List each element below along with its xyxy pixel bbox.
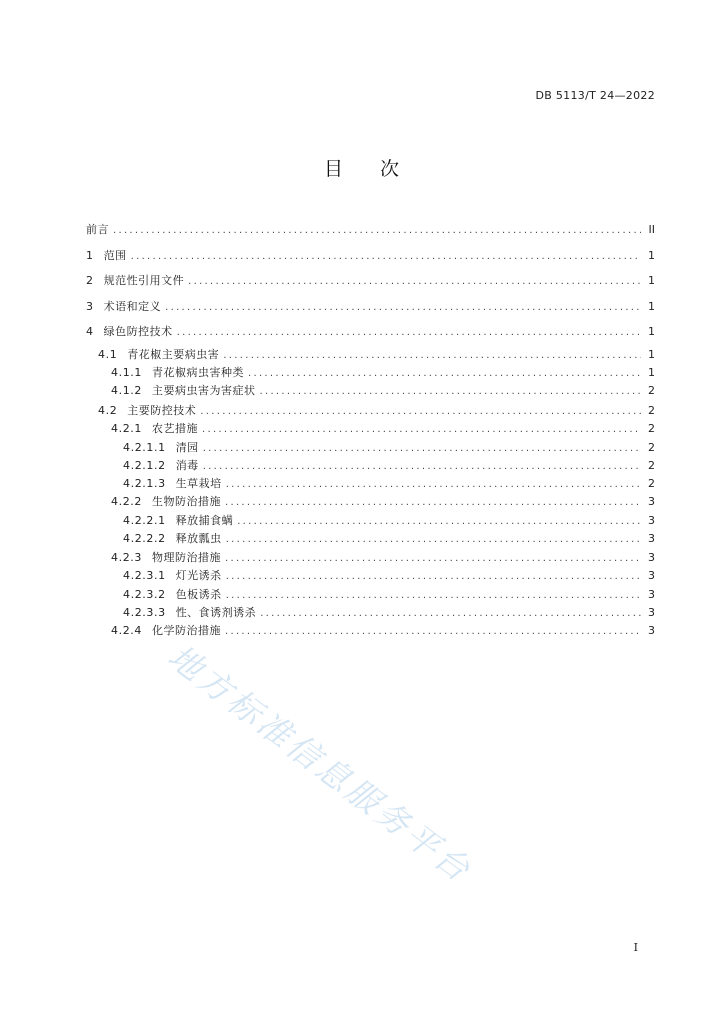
toc-entry-page: II (648, 223, 655, 236)
toc-entry[interactable] (86, 217, 655, 243)
toc-entry-page: 3 (648, 495, 655, 509)
toc-entry-label: 物理防治措施 (152, 550, 221, 564)
toc-entry-label: 性、食诱剂诱杀 (175, 606, 257, 620)
toc-leader-dots (113, 218, 641, 244)
toc-entry-number: 4.1.2 (111, 384, 142, 398)
toc-entry-number: 4.2.2.1 (123, 514, 166, 528)
toc-entry-number: 4.2.3.2 (123, 587, 166, 601)
toc-entry-number: 4.2.1.1 (123, 440, 166, 454)
toc-entry[interactable] (86, 401, 655, 420)
toc-entry-number: 4.2 (98, 403, 118, 417)
toc-entry[interactable] (86, 243, 655, 269)
toc-leader-dots (188, 269, 641, 295)
toc-entry-page: 2 (648, 384, 655, 398)
toc-leader-dots (237, 513, 641, 531)
toc-entry-page: 1 (648, 325, 655, 338)
toc-entry-label: 绿色防控技术 (103, 325, 173, 338)
toc-entry-page: 2 (648, 403, 655, 417)
toc-leader-dots (200, 402, 641, 421)
toc-entry[interactable] (86, 586, 655, 604)
watermark: 地方标准信息服务平台 (160, 636, 480, 891)
toc-entry-number: 3 (86, 299, 94, 313)
toc-entry-page: 3 (648, 532, 655, 546)
toc-leader-dots (177, 320, 641, 346)
toc-leader-dots (225, 550, 641, 569)
toc-entry-number: 4.2.2 (111, 495, 142, 509)
toc-entry-label: 释放瓢虫 (175, 532, 222, 546)
toc-entry-label: 灯光诱杀 (175, 569, 222, 583)
toc-title-right: 次 (380, 158, 401, 180)
toc-entry-label: 青花椒病虫害种类 (152, 365, 244, 379)
toc-entry[interactable] (86, 512, 655, 530)
toc-entry-page: 2 (648, 477, 655, 491)
toc-leader-dots (226, 476, 641, 494)
table-of-contents (86, 217, 655, 641)
toc-entry-page: 1 (648, 347, 655, 361)
toc-entry-number: 4.2.4 (111, 624, 142, 638)
toc-entry[interactable] (86, 364, 655, 383)
toc-leader-dots (260, 383, 642, 402)
toc-entry-page: 3 (648, 514, 655, 528)
toc-leader-dots (226, 531, 641, 549)
toc-entry-number: 4.2.2.2 (123, 532, 166, 546)
toc-entry-page: 2 (648, 421, 655, 435)
toc-entry[interactable] (86, 382, 655, 401)
toc-entry-label: 生物防治措施 (152, 495, 221, 509)
toc-entry-label: 范围 (103, 248, 127, 262)
toc-entry-label: 前言 (86, 223, 109, 236)
toc-entry-label: 术语和定义 (103, 299, 162, 313)
toc-entry[interactable] (86, 439, 655, 457)
toc-entry-label: 释放捕食螨 (175, 514, 234, 528)
toc-entry[interactable] (86, 345, 655, 364)
toc-entry[interactable] (86, 420, 655, 439)
toc-entry-number: 2 (86, 274, 94, 287)
toc-entry-page: 3 (648, 587, 655, 601)
toc-entry[interactable] (86, 567, 655, 585)
toc-entry-label: 生草栽培 (175, 477, 222, 491)
toc-entry-number: 1 (86, 248, 94, 262)
toc-entry-label: 青花椒主要病虫害 (127, 347, 220, 361)
toc-entry-page: 2 (648, 440, 655, 454)
toc-entry-page: 3 (648, 624, 655, 638)
toc-entry-label: 消毒 (175, 458, 199, 472)
toc-entry-page: 1 (648, 274, 655, 287)
page-number: I (633, 941, 638, 954)
toc-entry[interactable] (86, 268, 655, 294)
toc-entry-number: 4.1 (98, 347, 118, 361)
toc-entry-page: 3 (648, 550, 655, 564)
toc-leader-dots (203, 458, 641, 476)
toc-entry-label: 主要防控技术 (127, 403, 197, 417)
toc-entry[interactable] (86, 622, 655, 641)
toc-entry-label: 农艺措施 (152, 421, 198, 435)
toc-entry[interactable] (86, 457, 655, 475)
toc-title (0, 154, 724, 181)
toc-leader-dots (203, 440, 641, 458)
toc-leader-dots (226, 568, 641, 586)
toc-entry-label: 化学防治措施 (152, 624, 221, 638)
toc-entry-number: 4.2.1 (111, 421, 142, 435)
toc-entry-page: 1 (648, 299, 655, 313)
toc-entry-number: 4.2.3.1 (123, 569, 166, 583)
toc-entry-page: 2 (648, 458, 655, 472)
toc-entry-page: 1 (648, 365, 655, 379)
toc-leader-dots (226, 587, 641, 605)
toc-leader-dots (165, 295, 641, 321)
toc-leader-dots (202, 421, 641, 440)
document-code: DB 5113/T 24—2022 (535, 89, 655, 102)
toc-leader-dots (223, 346, 641, 365)
toc-entry-page: 3 (648, 606, 655, 620)
toc-leader-dots (225, 494, 641, 513)
toc-entry-label: 清园 (175, 440, 199, 454)
toc-entry[interactable] (86, 319, 655, 345)
toc-entry-number: 4.2.3.3 (123, 606, 166, 620)
toc-entry-number: 4 (86, 325, 94, 338)
toc-entry-number: 4.2.1.2 (123, 458, 166, 472)
toc-entry-page: 1 (648, 248, 655, 262)
toc-entry-label: 色板诱杀 (175, 587, 222, 601)
toc-title-left: 目 (323, 158, 344, 180)
toc-entry[interactable] (86, 549, 655, 568)
toc-entry[interactable] (86, 604, 655, 622)
toc-entry-number: 4.1.1 (111, 365, 142, 379)
toc-entry-number: 4.2.1.3 (123, 477, 166, 491)
toc-entry-label: 规范性引用文件 (103, 274, 185, 287)
toc-entry[interactable] (86, 493, 655, 512)
toc-entry[interactable] (86, 475, 655, 493)
toc-entry[interactable] (86, 294, 655, 320)
toc-entry-number: 4.2.3 (111, 550, 142, 564)
toc-leader-dots (131, 244, 641, 270)
toc-entry[interactable] (86, 530, 655, 548)
toc-leader-dots (260, 605, 641, 623)
toc-leader-dots (225, 623, 641, 642)
toc-leader-dots (248, 365, 641, 384)
toc-entry-label: 主要病虫害为害症状 (152, 384, 256, 398)
toc-entry-page: 3 (648, 569, 655, 583)
